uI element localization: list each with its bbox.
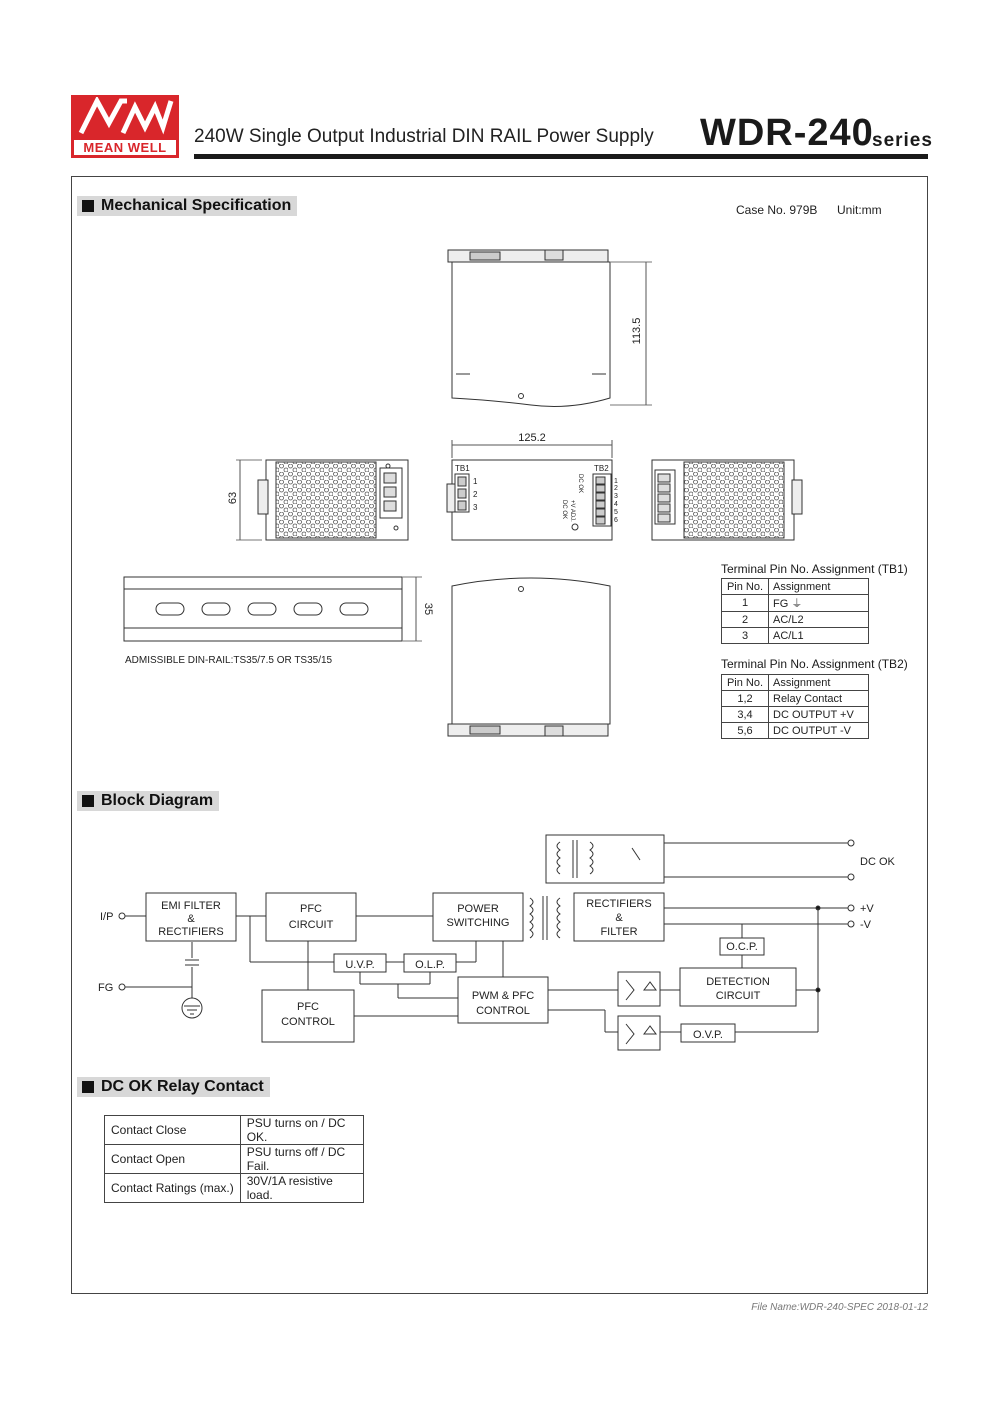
relay-contact-table	[104, 1115, 364, 1203]
detection-line-2: CIRCUIT	[715, 990, 761, 1002]
tb2-assignment-cell: DC OUTPUT -V	[769, 723, 869, 739]
power-switching-line-1: POWER	[457, 903, 499, 915]
plus-v-label: +V	[860, 903, 874, 915]
tb1-assignment-cell: FG ⏚	[769, 595, 869, 612]
case-number: Case No. 979B	[736, 203, 818, 217]
uvp-label: U.V.P.	[345, 959, 375, 971]
pfc-control-line-2: CONTROL	[281, 1016, 335, 1028]
relay-label-cell: Contact Open	[105, 1145, 241, 1174]
tb2-table	[721, 674, 869, 739]
tb2-pin-cell: 3,4	[722, 707, 769, 723]
pwm-line-1: PWM & PFC	[471, 990, 535, 1002]
model-name: WDR-240	[700, 112, 874, 154]
rectifiers-line-3: FILTER	[600, 926, 638, 938]
tb1-pin-cell: 3	[722, 628, 769, 644]
tb2-pin-3: 3	[614, 493, 618, 500]
detection-line-1: DETECTION	[706, 976, 770, 988]
din-rail-note: ADMISSIBLE DIN-RAIL:TS35/7.5 OR TS35/15	[125, 655, 333, 666]
din-rail-drawing	[124, 577, 422, 641]
tb1-pin-1: 1	[473, 477, 478, 486]
table-row	[722, 723, 869, 739]
front-label-dcok: DC OK	[561, 500, 567, 520]
relay-contact-heading: DC OK Relay Contact	[77, 1077, 270, 1097]
logo-text: MEAN WELL	[74, 140, 176, 155]
relay-label-cell: Contact Ratings (max.)	[105, 1174, 241, 1203]
tb2-label: TB2	[594, 464, 609, 473]
pfc-control-line-1: PFC	[297, 1001, 319, 1013]
front-view-drawing	[447, 460, 612, 540]
dim-width: 125.2	[518, 432, 546, 444]
tb1-assignment-cell: AC/L2	[769, 612, 869, 628]
mechanical-spec-heading: Mechanical Specification	[77, 196, 297, 216]
tb1-label: TB1	[455, 464, 470, 473]
rectifiers-line-2: &	[615, 912, 623, 924]
ip-label: I/P	[100, 911, 114, 923]
table-row	[722, 612, 869, 628]
emi-line-3: RECTIFIERS	[158, 926, 224, 938]
document-title: 240W Single Output Industrial DIN RAIL Power Supply	[194, 126, 654, 147]
tb2-pin-cell: 5,6	[722, 723, 769, 739]
table-row	[105, 1174, 364, 1203]
tb2-assignment-cell: DC OUTPUT +V	[769, 707, 869, 723]
dc-ok-label: DC OK	[860, 856, 895, 868]
minus-v-label: -V	[860, 919, 871, 931]
series-suffix: series	[872, 130, 933, 151]
pwm-line-2: CONTROL	[476, 1005, 530, 1017]
ocp-label: O.C.P.	[726, 941, 758, 953]
tb1-header-assignment: Assignment	[769, 579, 869, 595]
file-name-footer: File Name:WDR-240-SPEC 2018-01-12	[751, 1302, 928, 1313]
emi-line-1: EMI FILTER	[161, 900, 221, 912]
tb2-pin-5: 5	[614, 509, 618, 516]
tb2-header-pin: Pin No.	[722, 675, 769, 691]
dim-height: 113.5	[631, 317, 643, 345]
tb1-assignment-cell: AC/L1	[769, 628, 869, 644]
fg-label: FG	[98, 982, 114, 994]
block-diagram-heading: Block Diagram	[77, 791, 219, 811]
tb1-table-title: Terminal Pin No. Assignment (TB1)	[721, 562, 908, 576]
tb2-table-title: Terminal Pin No. Assignment (TB2)	[721, 657, 908, 671]
tb2-pin-4: 4	[614, 501, 618, 508]
pfc-circuit-line-2: CIRCUIT	[288, 919, 334, 931]
block-diagram	[0, 820, 1000, 1060]
table-row	[722, 691, 869, 707]
side-view-left	[236, 460, 408, 540]
side-view-right	[652, 460, 802, 540]
tb2-header-assignment: Assignment	[769, 675, 869, 691]
olp-label: O.L.P.	[415, 959, 445, 971]
tb2-pin-6: 6	[614, 517, 618, 524]
tb1-pin-2: 2	[473, 490, 478, 499]
tb2-pin-cell: 1,2	[722, 691, 769, 707]
unit-label: Unit:mm	[837, 203, 882, 217]
power-switching-line-2: SWITCHING	[446, 917, 510, 929]
dim-depth: 63	[227, 491, 239, 505]
table-row	[105, 1116, 364, 1145]
table-row	[722, 707, 869, 723]
relay-value-cell: 30V/1A resistive load.	[240, 1174, 363, 1203]
front-label-vadj: +V ADJ.	[569, 500, 575, 522]
bottom-view-drawing	[448, 578, 610, 736]
tb1-pin-cell: 1	[722, 595, 769, 612]
tb1-header-pin: Pin No.	[722, 579, 769, 595]
rectifiers-line-1: RECTIFIERS	[586, 898, 652, 910]
tb1-pin-3: 3	[473, 503, 478, 512]
relay-value-cell: PSU turns on / DC OK.	[240, 1116, 363, 1145]
tb2-assignment-cell: Relay Contact	[769, 691, 869, 707]
top-view-drawing	[448, 250, 652, 406]
pfc-circuit-line-1: PFC	[300, 903, 322, 915]
dim-rail: 35	[422, 602, 434, 616]
relay-value-cell: PSU turns off / DC Fail.	[240, 1145, 363, 1174]
table-row	[722, 595, 869, 612]
table-row	[105, 1145, 364, 1174]
ovp-label: O.V.P.	[693, 1029, 723, 1041]
tb2-pin-1: 1	[614, 478, 618, 485]
table-row	[722, 628, 869, 644]
front-label-dcok-top: DC OK	[577, 474, 583, 494]
tb1-pin-cell: 2	[722, 612, 769, 628]
relay-label-cell: Contact Close	[105, 1116, 241, 1145]
emi-line-2: &	[187, 913, 195, 925]
tb1-table	[721, 578, 869, 644]
tb2-pin-2: 2	[614, 485, 618, 492]
